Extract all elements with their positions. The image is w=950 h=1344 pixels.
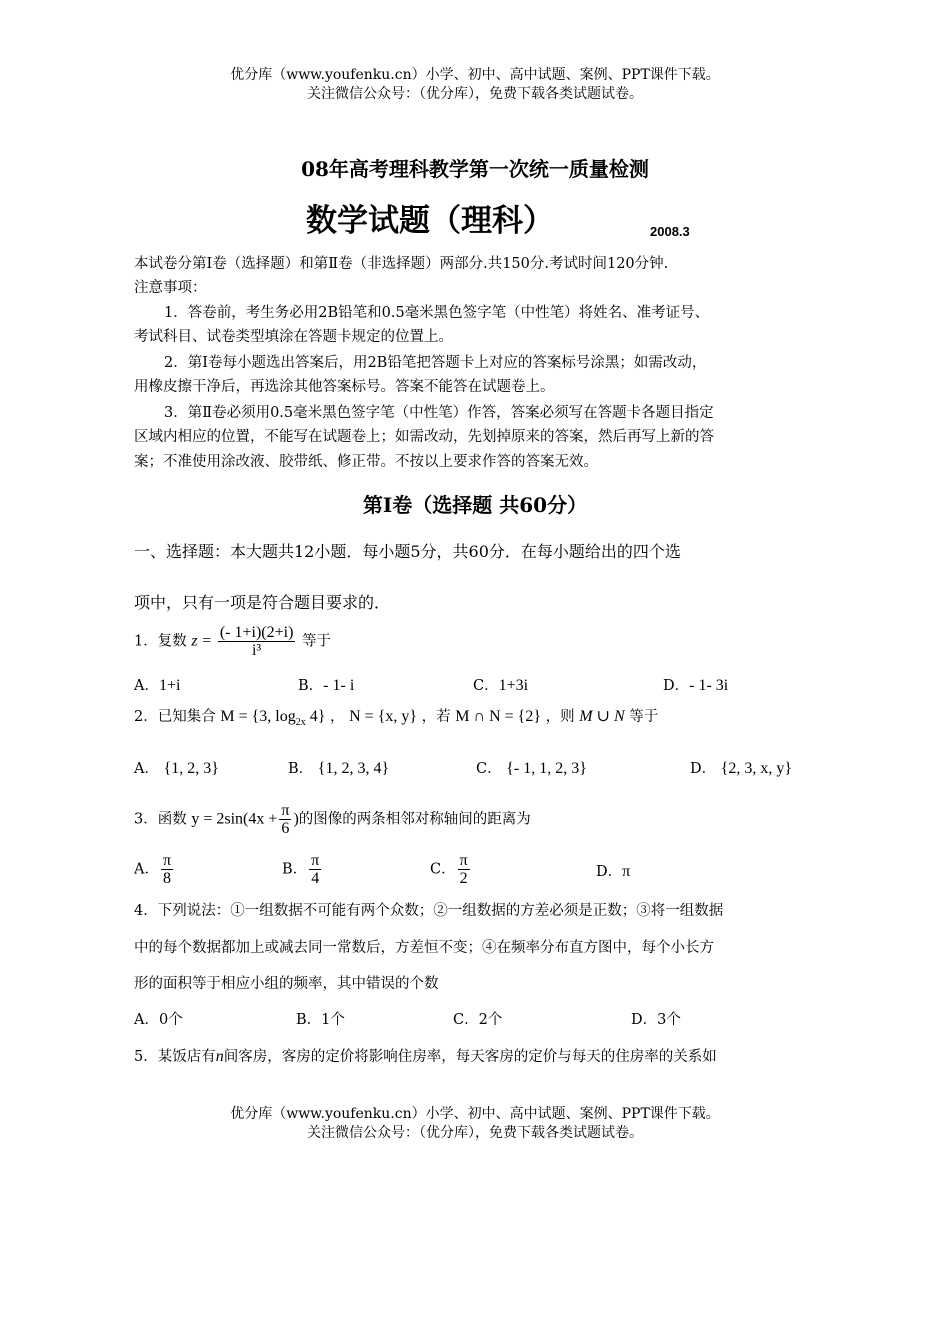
q2-n-def: N = {x, y} xyxy=(349,708,418,725)
part1-title: 第Ⅰ卷（选择题 共60分） xyxy=(362,493,588,517)
q4-option-b xyxy=(296,1009,345,1031)
q3-option-d-label: D． xyxy=(596,864,623,880)
q1-z: z xyxy=(191,632,198,650)
q2-comma2: ，若 xyxy=(421,709,451,725)
q2-option-a-value: {1, 2, 3} xyxy=(163,760,219,777)
q4-option-c xyxy=(453,1009,502,1031)
q4-line2: 中的每个数据都加上或减去同一常数后，方差恒不变；④在频率分布直方图中，每个小长方 xyxy=(134,940,714,956)
site-footer-line1: 优分库（www.youfenku.cn）小学、初中、高中试题、案例、PPT课件下载。 xyxy=(230,1106,720,1122)
q2-option-b-value: {1, 2, 3, 4} xyxy=(317,760,390,777)
q2-option-a-label: A． xyxy=(134,761,159,777)
q5-post: 间客房，客房的定价将影响住房率，每天客房的定价与每天的住房率的关系如 xyxy=(223,1049,717,1065)
q3-option-c-num: π xyxy=(459,852,468,869)
q2-stem-post: 等于 xyxy=(629,709,659,725)
q4-line1: 4．下列说法：①一组数据不可能有两个众数；②一组数据的方差必须是正数；③将一组数据 xyxy=(134,903,724,919)
section1-line1: 一、选择题：本大题共12小题．每小题5分，共60分．在每小题给出的四个选 xyxy=(134,542,681,561)
q5-pre: 5．某饭店有 xyxy=(134,1049,216,1065)
q3-option-d-value: π xyxy=(622,863,631,880)
site-footer-line2: 关注微信公众号：（优分库），免费下载各类试题试卷。 xyxy=(307,1125,643,1141)
q1-option-c-value: 1+3i xyxy=(498,677,529,694)
q2-option-d-label: D． xyxy=(690,761,717,777)
q3-func-pre: y = 2sin(4x + xyxy=(191,810,278,828)
q1-option-c xyxy=(473,675,528,697)
q3-option-c xyxy=(430,852,472,887)
question-2 xyxy=(134,706,658,734)
notice-label: 注意事项： xyxy=(134,280,207,296)
q3-option-b-label: B． xyxy=(282,861,308,878)
q4-option-b-value: 1个 xyxy=(321,1012,345,1028)
q4-option-c-label: C． xyxy=(453,1012,479,1028)
q4-option-d-value: 3个 xyxy=(657,1012,681,1028)
q3-option-c-fraction xyxy=(458,852,470,887)
q3-stem-pre: 3．函数 xyxy=(134,811,187,828)
q1-eq: = xyxy=(202,632,212,650)
q1-option-c-label: C． xyxy=(473,678,499,694)
notice-3-line3: 案；不准使用涂改液、胶带纸、修正带。不按以上要求作答的答案无效。 xyxy=(134,454,598,470)
q5-n: n xyxy=(215,1048,224,1065)
q2-option-c-label: C． xyxy=(476,761,502,777)
q4-option-a xyxy=(134,1009,183,1031)
site-header-line1: 优分库（www.youfenku.cn）小学、初中、高中试题、案例、PPT课件下载。 xyxy=(230,67,720,83)
section1-line2: 项中，只有一项是符合题目要求的． xyxy=(134,593,391,612)
q3-func-post: ) xyxy=(293,810,299,828)
q2-comma1: ， xyxy=(330,709,345,725)
q1-stem-pre: 1．复数 xyxy=(134,633,187,650)
q3-option-b xyxy=(282,852,323,887)
q2-m-def xyxy=(220,708,326,729)
q3-option-b-fraction xyxy=(309,852,321,887)
q2-option-d xyxy=(690,758,792,780)
notice-3-line2: 区域内相应的位置，不能写在试题卷上；如需改动，先划掉原来的答案，然后再写上新的答 xyxy=(134,429,714,445)
q3-option-c-den: 2 xyxy=(459,870,468,887)
q1-option-b-label: B． xyxy=(298,678,324,694)
q1-option-a-value: 1+i xyxy=(158,677,181,694)
q3-stem-post: 的图像的两条相邻对称轴间的距离为 xyxy=(298,811,531,828)
q3-pi: π xyxy=(281,802,290,819)
q1-option-d-value: - 1- 3i xyxy=(689,677,729,694)
question-3 xyxy=(134,802,531,837)
q1-option-b-value: - 1- i xyxy=(323,677,355,694)
exam-intro: 本试卷分第Ⅰ卷（选择题）和第Ⅱ卷（非选择题）两部分.共150分.考试时间120分钟. xyxy=(134,256,669,272)
q2-option-b-label: B． xyxy=(288,761,314,777)
q3-option-b-den: 4 xyxy=(311,870,320,887)
q1-option-d-label: D． xyxy=(663,678,690,694)
question-5 xyxy=(134,1046,717,1068)
q2-option-b xyxy=(288,758,389,780)
q1-fraction xyxy=(218,624,296,659)
q4-line3: 形的面积等于相应小组的频率，其中错误的个数 xyxy=(134,976,439,992)
notice-2-line2: 用橡皮擦干净后，再选涂其他答案标号。答案不能答在试题卷上。 xyxy=(134,379,555,395)
q3-option-a-num: π xyxy=(162,852,172,869)
q4-option-b-label: B． xyxy=(296,1012,322,1028)
q2-option-c-value: {- 1, 1, 2, 3} xyxy=(506,760,587,777)
q2-m-sub: 2x xyxy=(295,717,306,729)
q4-option-a-label: A． xyxy=(134,1012,159,1028)
exam-date: 2008.3 xyxy=(650,224,690,239)
q2-m-def-main: M = {3, log xyxy=(220,708,296,725)
q1-numerator: (- 1+i)(2+i) xyxy=(219,624,294,641)
site-header-line2: 关注微信公众号：（优分库），免费下载各类试题试卷。 xyxy=(307,86,643,102)
exam-title: 数学试题（理科） xyxy=(306,203,554,239)
notice-3-line1: 3．第Ⅱ卷必须用0.5毫米黑色签字笔（中性笔）作答，答案必须写在答题卡各题目指定 xyxy=(164,405,714,421)
q3-option-a xyxy=(134,852,175,887)
q2-comma3: ，则 xyxy=(545,709,575,725)
q4-option-a-value: 0个 xyxy=(158,1012,183,1028)
q1-option-a-label: A． xyxy=(134,678,159,694)
question-1 xyxy=(134,624,331,659)
notice-1-line1: 1．答卷前，考生务必用2B铅笔和0.5毫米黑色签字笔（中性笔）将姓名、准考证号、 xyxy=(164,305,710,321)
q4-option-d-label: D． xyxy=(631,1012,658,1028)
q3-six: 6 xyxy=(281,820,290,837)
q3-pi-over-6 xyxy=(279,802,291,837)
q3-option-a-label: A． xyxy=(134,861,159,878)
q1-option-b xyxy=(298,675,354,697)
q3-option-a-fraction xyxy=(161,852,173,887)
q2-m-end: 4} xyxy=(305,708,326,725)
notice-1-line2: 考试科目、试卷类型填涂在答题卡规定的位置上。 xyxy=(134,329,453,345)
q1-option-a xyxy=(134,675,180,697)
q4-option-c-value: 2个 xyxy=(478,1012,503,1028)
q1-stem-post: 等于 xyxy=(302,633,332,650)
q2-option-d-value: {2, 3, x, y} xyxy=(720,760,793,777)
q2-option-a xyxy=(134,758,219,780)
exam-supertitle: 08年高考理科教学第一次统一质量检测 xyxy=(301,157,649,181)
q2-condition: M ∩ N = {2} xyxy=(455,708,541,725)
q2-option-c xyxy=(476,758,587,780)
q1-option-d xyxy=(663,675,728,697)
q4-option-d xyxy=(631,1009,681,1031)
q2-union: M ∪ N xyxy=(579,708,625,725)
q3-option-d xyxy=(596,861,630,883)
q2-stem-pre: 2．已知集合 xyxy=(134,709,216,725)
q3-option-a-den: 8 xyxy=(163,870,172,887)
q3-option-b-num: π xyxy=(311,852,320,869)
q3-option-c-label: C． xyxy=(430,861,456,878)
notice-2-line1: 2．第Ⅰ卷每小题选出答案后，用2B铅笔把答题卡上对应的答案标号涂黑；如需改动， xyxy=(164,355,707,371)
q1-denominator: i³ xyxy=(251,642,262,659)
